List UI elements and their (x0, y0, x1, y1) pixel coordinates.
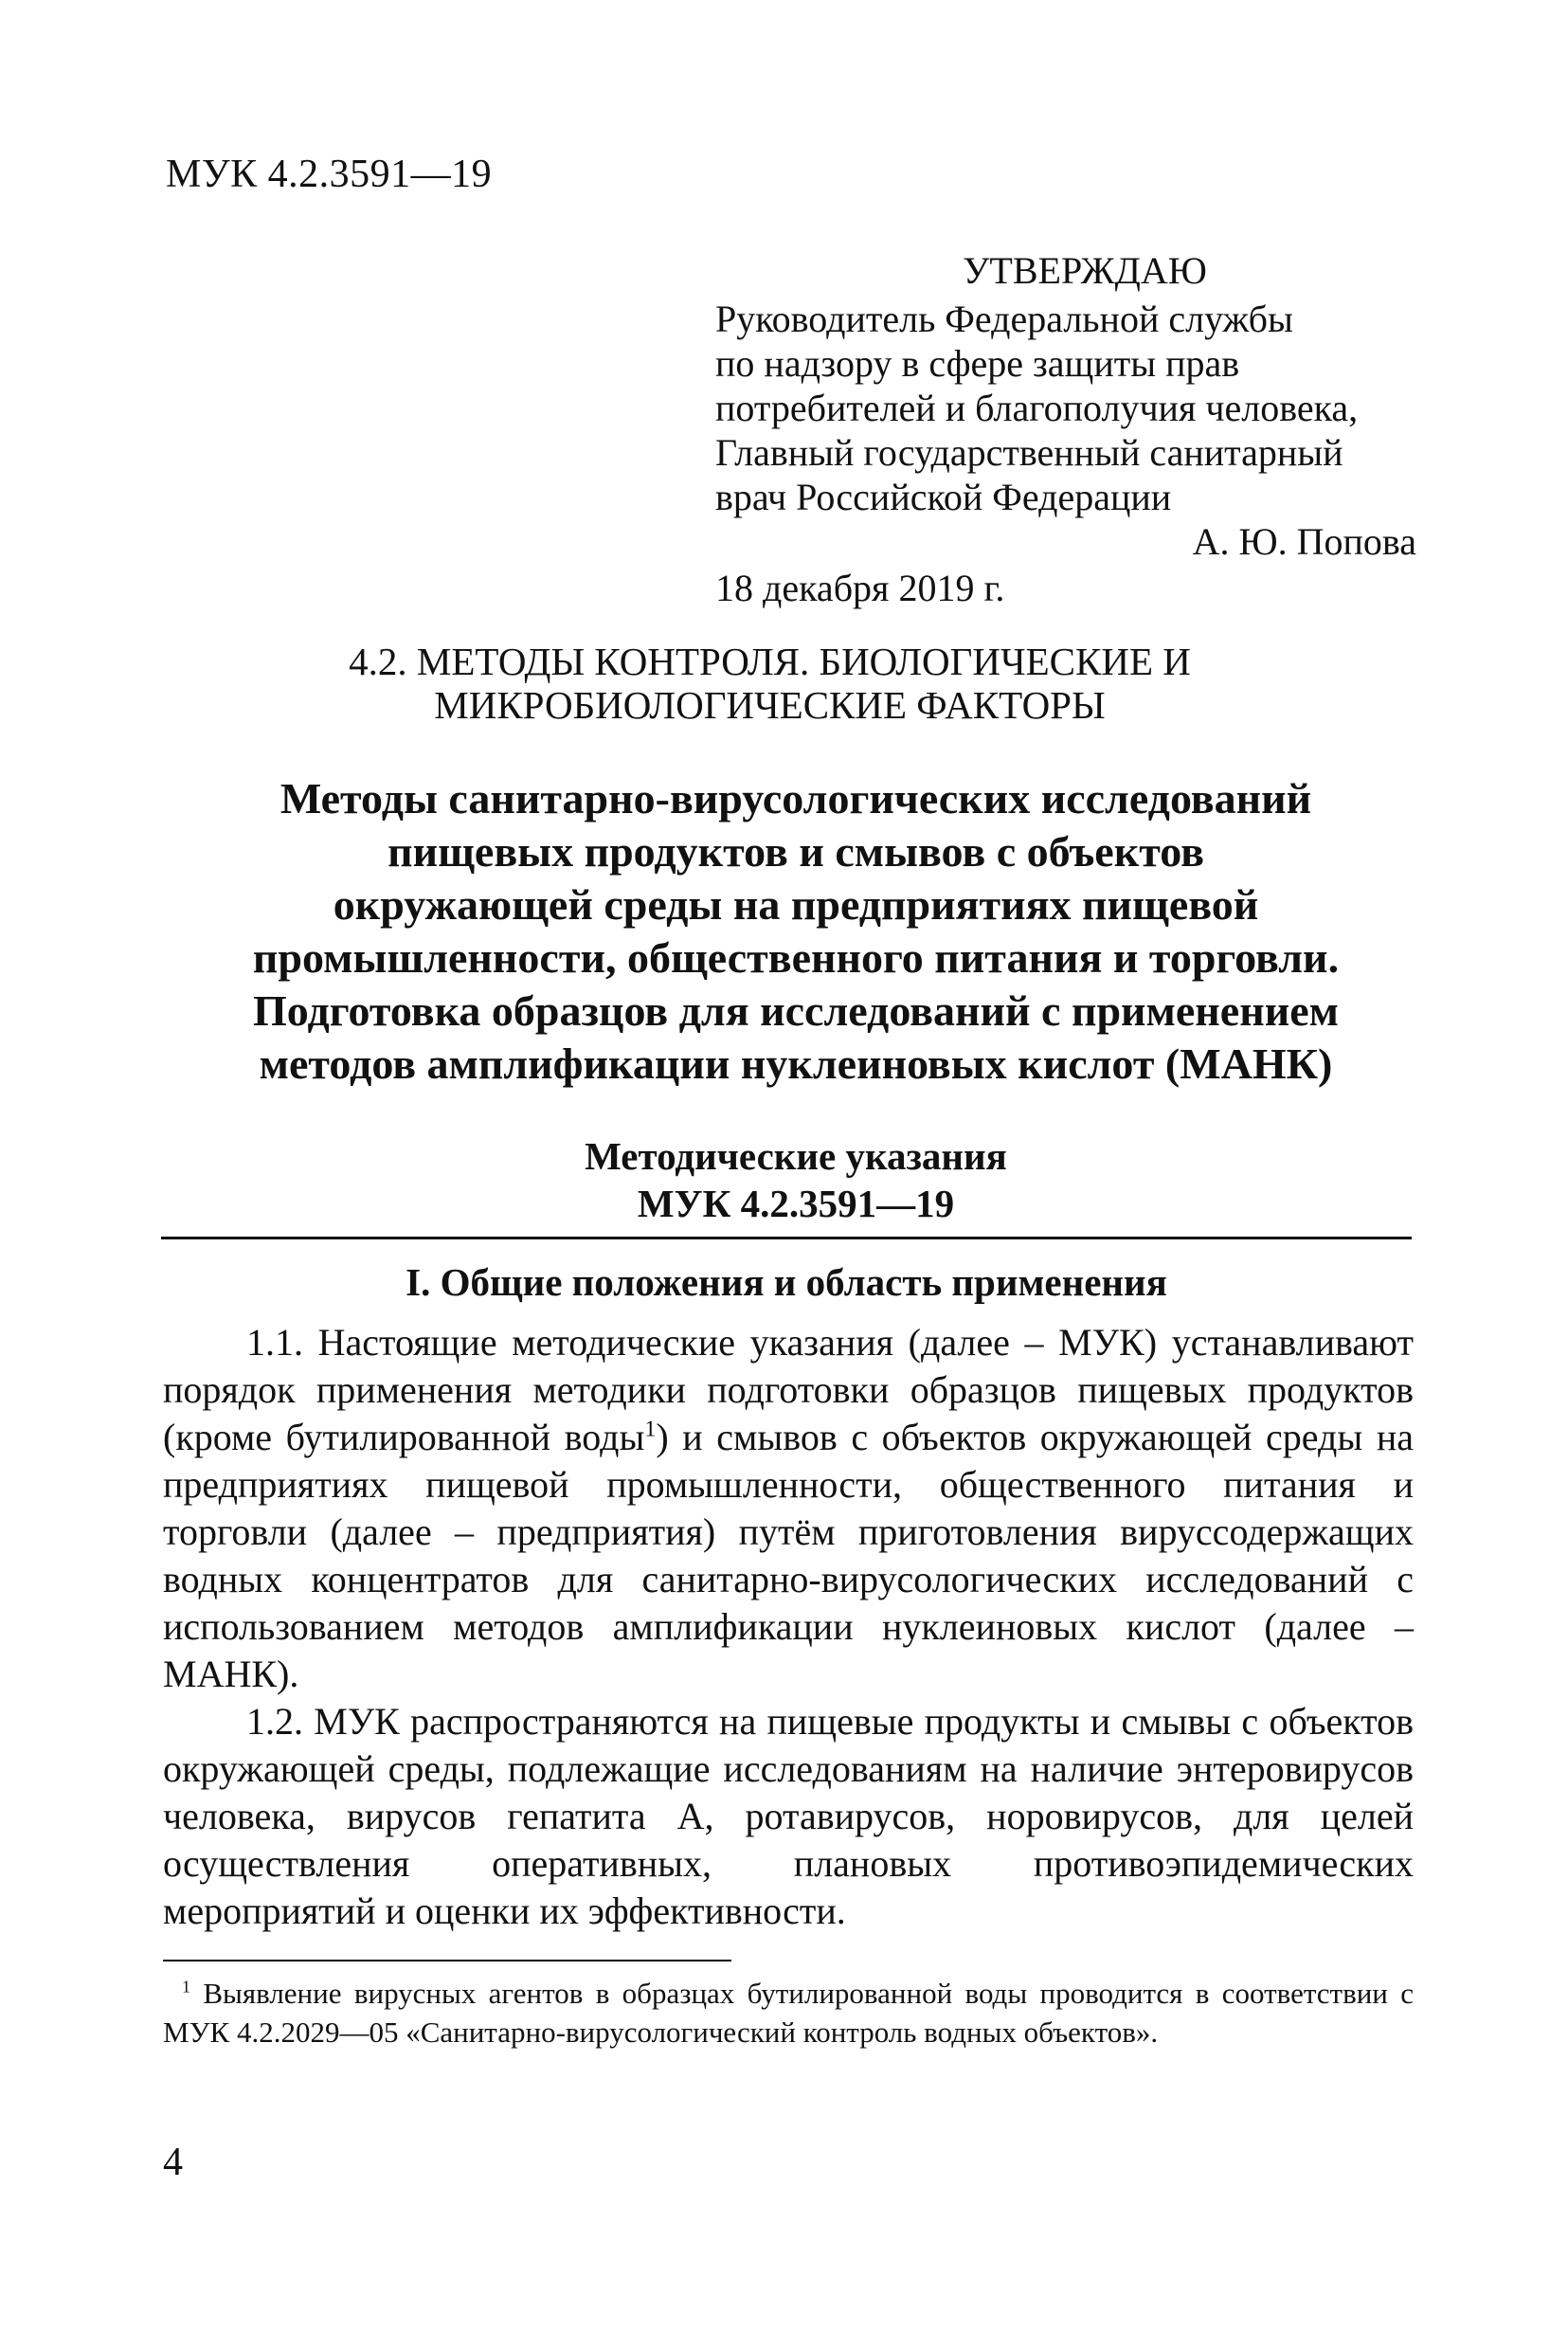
paragraph-text: ) и смывов с объектов окружающей среды на предприятиях пищевой промышленности, общественного питания и торговли (далее – предприятия) путём приготовления вируссодержащих водных концентратов для санитарно-вирусологических исследований с использованием методов амплификации нуклеиновых кислот (далее – МАНК). (163, 1416, 1414, 1695)
title-divider (161, 1237, 1412, 1239)
document-title (180, 772, 1412, 1091)
document-type-label: Методические указания (585, 1134, 1007, 1178)
body-text (163, 1319, 1414, 1935)
paragraph-1-2: 1.2. МУК распространяются на пищевые продукты и смывы с объектов окружающей среды, подлежащие исследованиям на наличие энтеровирусов человека, вирусов гепатита А, ротавирусов, норовирусов, для целей осуществления оперативных, плановых противоэпидемических мероприятий и оценки их эффективности. (163, 1700, 1414, 1932)
approval-date: 18 декабря 2019 г. (715, 567, 1005, 609)
title-line: Подготовка образцов для исследований с применением (253, 986, 1339, 1035)
title-line: методов амплификации нуклеиновых кислот (МАНК) (259, 1039, 1333, 1088)
approval-line: Руководитель Федеральной службы (715, 298, 1293, 340)
section-heading-line: МИКРОБИОЛОГИЧЕСКИЕ ФАКТОРЫ (434, 683, 1106, 727)
title-line: пищевых продуктов и смывов с объектов (387, 827, 1204, 876)
document-type-code: МУК 4.2.3591—19 (637, 1182, 955, 1225)
title-line: промышленности, общественного питания и торговли. (252, 933, 1340, 982)
footnote-text: Выявление вирусных агентов в образцах бутилированной воды проводится в соответствии с МУК 4.2.2029—05 «Санитарно-вирусологический контроль водных объектов». (163, 1977, 1414, 2049)
footnote-divider (163, 1960, 731, 1961)
footnote (163, 1974, 1414, 2052)
title-line: окружающей среды на предприятиях пищевой (333, 880, 1259, 929)
paragraph-1-1 (163, 1319, 1414, 1698)
footnote-mark: 1 (182, 1977, 190, 1997)
title-line: Методы санитарно-вирусологических исследований (279, 774, 1312, 822)
approval-title: УТВЕРЖДАЮ (963, 249, 1207, 292)
paragraph-text: 1.1. Настоящие методические указания (далее – МУК) устанавливают порядок применения методики подготовки образцов пищевых продуктов (кроме бутилированной воды (163, 1321, 1414, 1458)
chapter-heading: I. Общие положения и область применения (406, 1260, 1167, 1304)
document-type (180, 1132, 1412, 1227)
document-code-header: МУК 4.2.3591—19 (166, 153, 493, 196)
section-heading-line: 4.2. МЕТОДЫ КОНТРОЛЯ. БИОЛОГИЧЕСКИЕ И (349, 640, 1191, 683)
approval-line: врач Российской Федерации (715, 476, 1172, 518)
approval-line: по надзору в сфере защиты прав (715, 342, 1240, 385)
approval-block (715, 248, 1416, 610)
approver-name: А. Ю. Попова (1192, 520, 1416, 563)
page-number: 4 (163, 2141, 183, 2184)
section-heading (237, 640, 1303, 727)
approval-line: потребителей и благополучия человека, (715, 387, 1359, 429)
footnote-reference: 1 (644, 1417, 657, 1442)
approval-line: Главный государственный санитарный (715, 431, 1343, 474)
